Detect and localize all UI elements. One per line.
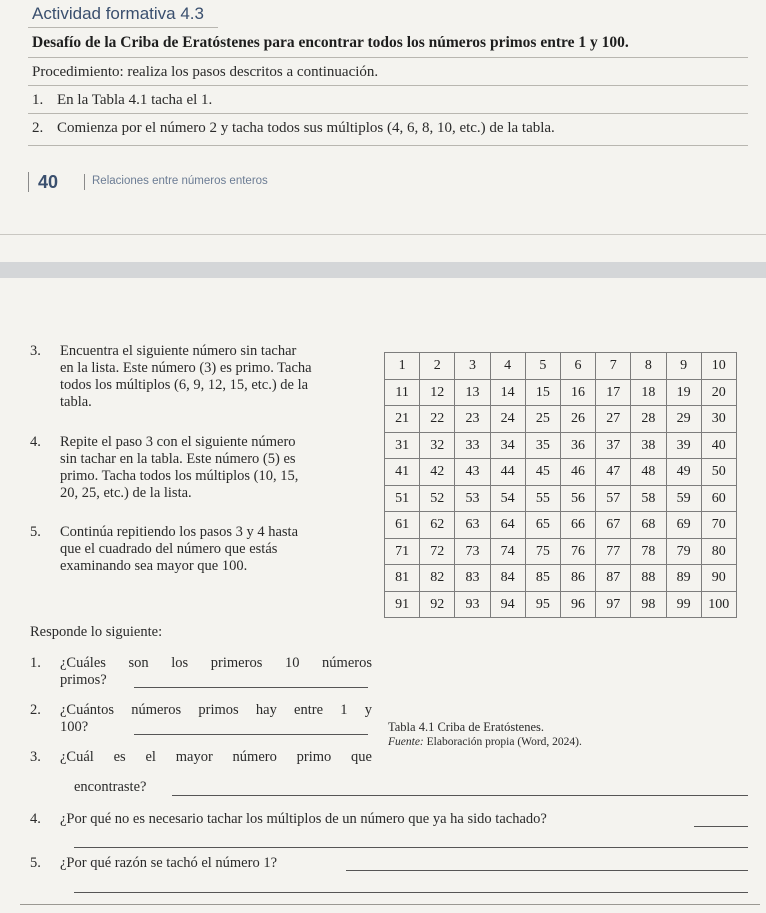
sieve-cell[interactable]: 100 (701, 591, 736, 618)
sieve-cell[interactable]: 49 (666, 459, 701, 486)
page-edge-line (0, 234, 766, 235)
sieve-cell[interactable]: 32 (420, 432, 455, 459)
page-gap (0, 262, 766, 278)
step-1 (32, 92, 212, 109)
question-3-line2: encontraste? (74, 779, 147, 795)
text-line: en la lista. Este número (3) es primo. Tacha (60, 360, 312, 376)
sieve-cell[interactable]: 29 (666, 406, 701, 433)
sieve-row (385, 485, 737, 512)
sieve-cell[interactable]: 35 (525, 432, 560, 459)
sieve-cell[interactable]: 22 (420, 406, 455, 433)
sieve-cell[interactable]: 20 (701, 379, 736, 406)
sieve-cell[interactable]: 57 (596, 485, 631, 512)
sieve-cell[interactable]: 16 (560, 379, 595, 406)
sieve-cell[interactable]: 58 (631, 485, 666, 512)
sieve-cell[interactable]: 56 (560, 485, 595, 512)
text-line: 20, 25, etc.) de la lista. (60, 485, 192, 501)
sieve-cell[interactable]: 10 (701, 353, 736, 380)
sieve-cell[interactable]: 46 (560, 459, 595, 486)
sieve-table-body (385, 353, 737, 618)
sieve-cell[interactable]: 85 (525, 565, 560, 592)
sieve-cell[interactable]: 66 (560, 512, 595, 539)
sieve-cell[interactable]: 67 (596, 512, 631, 539)
sieve-cell[interactable]: 86 (560, 565, 595, 592)
sieve-cell[interactable]: 63 (455, 512, 490, 539)
question-number: 4. (30, 811, 41, 827)
text-line: sin tachar en la tabla. Este número (5) es (60, 451, 296, 467)
sieve-cell[interactable]: 87 (596, 565, 631, 592)
sieve-cell[interactable]: 65 (525, 512, 560, 539)
step-2 (32, 120, 555, 137)
sieve-cell[interactable]: 96 (560, 591, 595, 618)
sieve-cell[interactable]: 72 (420, 538, 455, 565)
sieve-cell[interactable]: 61 (385, 512, 420, 539)
sieve-cell[interactable]: 7 (596, 353, 631, 380)
question-number: 2. (30, 702, 41, 718)
question-2-line2: 100? (60, 719, 89, 735)
sieve-cell[interactable]: 78 (631, 538, 666, 565)
sieve-cell[interactable]: 1 (385, 353, 420, 380)
step-4-text (60, 434, 372, 502)
text-line: tabla. (60, 394, 92, 410)
text-line: Encuentra el siguiente número sin tachar (60, 343, 297, 359)
sieve-cell[interactable]: 25 (525, 406, 560, 433)
sieve-cell[interactable]: 77 (596, 538, 631, 565)
sieve-cell[interactable]: 8 (631, 353, 666, 380)
sieve-cell[interactable]: 69 (666, 512, 701, 539)
step-text: Comienza por el número 2 y tacha todos sus múltiplos (4, 6, 8, 10, etc.) de la tabla. (57, 120, 555, 136)
text-line: que el cuadrado del número que estás (60, 541, 278, 557)
sieve-cell[interactable]: 34 (490, 432, 525, 459)
answer-1-blank[interactable] (134, 687, 368, 688)
divider (28, 145, 748, 146)
sieve-row (385, 565, 737, 592)
text-line: Repite el paso 3 con el siguiente número (60, 434, 296, 450)
page-bottom-line (20, 904, 760, 905)
page-marker-separator (84, 174, 85, 190)
sieve-cell[interactable]: 31 (385, 432, 420, 459)
sieve-cell[interactable]: 42 (420, 459, 455, 486)
sieve-cell[interactable]: 59 (666, 485, 701, 512)
step-3-text (60, 343, 372, 411)
sieve-cell[interactable]: 4 (490, 353, 525, 380)
answer-5-blank[interactable] (346, 870, 748, 871)
sieve-table (384, 352, 737, 618)
question-number: 3. (30, 749, 41, 765)
sieve-cell[interactable]: 54 (490, 485, 525, 512)
sieve-cell[interactable]: 88 (631, 565, 666, 592)
sieve-row (385, 459, 737, 486)
sieve-row (385, 512, 737, 539)
sieve-cell[interactable]: 52 (420, 485, 455, 512)
question-1-line1: ¿Cuáles son los primeros 10 números (60, 655, 372, 671)
sieve-row (385, 432, 737, 459)
sieve-cell[interactable]: 80 (701, 538, 736, 565)
sieve-cell[interactable]: 76 (560, 538, 595, 565)
sieve-cell[interactable]: 45 (525, 459, 560, 486)
sieve-cell[interactable]: 18 (631, 379, 666, 406)
sieve-cell[interactable]: 81 (385, 565, 420, 592)
sieve-cell[interactable]: 98 (631, 591, 666, 618)
page-number: 40 (38, 172, 59, 192)
sieve-row (385, 353, 737, 380)
sieve-cell[interactable]: 92 (420, 591, 455, 618)
divider (28, 57, 748, 58)
sieve-cell[interactable]: 14 (490, 379, 525, 406)
sieve-cell[interactable]: 6 (560, 353, 595, 380)
respond-label: Responde lo siguiente: (30, 624, 163, 640)
sieve-cell[interactable]: 95 (525, 591, 560, 618)
page-marker-bar (28, 172, 29, 192)
divider (28, 85, 748, 86)
table-caption: Tabla 4.1 Criba de Eratóstenes. (388, 720, 545, 734)
sieve-cell[interactable]: 99 (666, 591, 701, 618)
sieve-cell[interactable]: 5 (525, 353, 560, 380)
sieve-cell[interactable]: 55 (525, 485, 560, 512)
sieve-cell[interactable]: 19 (666, 379, 701, 406)
step-number: 1. (32, 92, 44, 108)
sieve-cell[interactable]: 13 (455, 379, 490, 406)
sieve-cell[interactable]: 11 (385, 379, 420, 406)
sieve-cell[interactable]: 37 (596, 432, 631, 459)
sieve-cell[interactable]: 15 (525, 379, 560, 406)
sieve-row (385, 538, 737, 565)
step-text: En la Tabla 4.1 tacha el 1. (57, 92, 213, 108)
answer-2-blank[interactable] (134, 734, 368, 735)
sieve-cell[interactable]: 97 (596, 591, 631, 618)
sieve-cell[interactable]: 26 (560, 406, 595, 433)
question-1-line2: primos? (60, 672, 107, 688)
sieve-cell[interactable]: 44 (490, 459, 525, 486)
source-label: Fuente: (388, 736, 424, 748)
sieve-row (385, 406, 737, 433)
sieve-cell[interactable]: 94 (490, 591, 525, 618)
sieve-cell[interactable]: 71 (385, 538, 420, 565)
sieve-cell[interactable]: 33 (455, 432, 490, 459)
sieve-cell[interactable]: 47 (596, 459, 631, 486)
table-source (388, 736, 582, 748)
sieve-cell[interactable]: 48 (631, 459, 666, 486)
sieve-cell[interactable]: 62 (420, 512, 455, 539)
answer-3-blank[interactable] (172, 795, 748, 796)
sieve-cell[interactable]: 74 (490, 538, 525, 565)
sieve-cell[interactable]: 12 (420, 379, 455, 406)
question-4-text: ¿Por qué no es necesario tachar los múltiplos de un número que ya ha sido tachado? (60, 811, 547, 827)
sieve-cell[interactable]: 51 (385, 485, 420, 512)
step-number: 5. (30, 524, 41, 540)
answer-4-blank[interactable] (694, 826, 748, 827)
sieve-cell[interactable]: 73 (455, 538, 490, 565)
sieve-cell[interactable]: 83 (455, 565, 490, 592)
answer-5-blank-line2[interactable] (74, 892, 748, 893)
text-line: examinando sea mayor que 100. (60, 558, 248, 574)
sieve-cell[interactable]: 39 (666, 432, 701, 459)
text-line: todos los múltiplos (6, 9, 12, 15, etc.) de la (60, 377, 309, 393)
text-line: Continúa repitiendo los pasos 3 y 4 hasta (60, 524, 299, 540)
sieve-cell[interactable]: 68 (631, 512, 666, 539)
procedure-text: Procedimiento: realiza los pasos descritos a continuación. (32, 64, 379, 80)
challenge-heading: Desafío de la Criba de Eratóstenes para encontrar todos los números primos entre 1 y 100. (32, 34, 629, 51)
step-number: 2. (32, 120, 44, 136)
question-number: 1. (30, 655, 41, 671)
sieve-cell[interactable]: 50 (701, 459, 736, 486)
sieve-cell[interactable]: 90 (701, 565, 736, 592)
sieve-row (385, 591, 737, 618)
text-line: primo. Tacha todos los múltiplos (10, 15, (60, 468, 299, 484)
source-text: Elaboración propia (Word, 2024). (426, 736, 582, 748)
sieve-cell[interactable]: 41 (385, 459, 420, 486)
sieve-cell[interactable]: 17 (596, 379, 631, 406)
title-underline (28, 27, 218, 28)
activity-title: Actividad formativa 4.3 (32, 4, 204, 23)
question-2-line1: ¿Cuántos números primos hay entre 1 y (60, 702, 372, 718)
sieve-cell[interactable]: 91 (385, 591, 420, 618)
step-5-text (60, 524, 372, 575)
sieve-cell[interactable]: 21 (385, 406, 420, 433)
sieve-cell[interactable]: 30 (701, 406, 736, 433)
sieve-cell[interactable]: 60 (701, 485, 736, 512)
sieve-cell[interactable]: 9 (666, 353, 701, 380)
page-section-title: Relaciones entre números enteros (92, 175, 268, 187)
sieve-cell[interactable]: 79 (666, 538, 701, 565)
sieve-cell[interactable]: 28 (631, 406, 666, 433)
sieve-cell[interactable]: 27 (596, 406, 631, 433)
sieve-cell[interactable]: 3 (455, 353, 490, 380)
question-number: 5. (30, 855, 41, 871)
sieve-cell[interactable]: 40 (701, 432, 736, 459)
sieve-cell[interactable]: 24 (490, 406, 525, 433)
sieve-cell[interactable]: 93 (455, 591, 490, 618)
sieve-cell[interactable]: 89 (666, 565, 701, 592)
sieve-cell[interactable]: 38 (631, 432, 666, 459)
sieve-cell[interactable]: 43 (455, 459, 490, 486)
sieve-cell[interactable]: 82 (420, 565, 455, 592)
sieve-cell[interactable]: 53 (455, 485, 490, 512)
step-number: 3. (30, 343, 41, 359)
question-3-line1: ¿Cuál es el mayor número primo que (60, 749, 372, 765)
sieve-cell[interactable]: 84 (490, 565, 525, 592)
step-number: 4. (30, 434, 41, 450)
sieve-cell[interactable]: 75 (525, 538, 560, 565)
answer-4-blank-line2[interactable] (74, 847, 748, 848)
sieve-cell[interactable]: 2 (420, 353, 455, 380)
question-5-text: ¿Por qué razón se tachó el número 1? (60, 855, 278, 871)
sieve-cell[interactable]: 64 (490, 512, 525, 539)
sieve-cell[interactable]: 70 (701, 512, 736, 539)
sieve-cell[interactable]: 23 (455, 406, 490, 433)
sieve-row (385, 379, 737, 406)
sieve-cell[interactable]: 36 (560, 432, 595, 459)
divider (28, 113, 748, 114)
